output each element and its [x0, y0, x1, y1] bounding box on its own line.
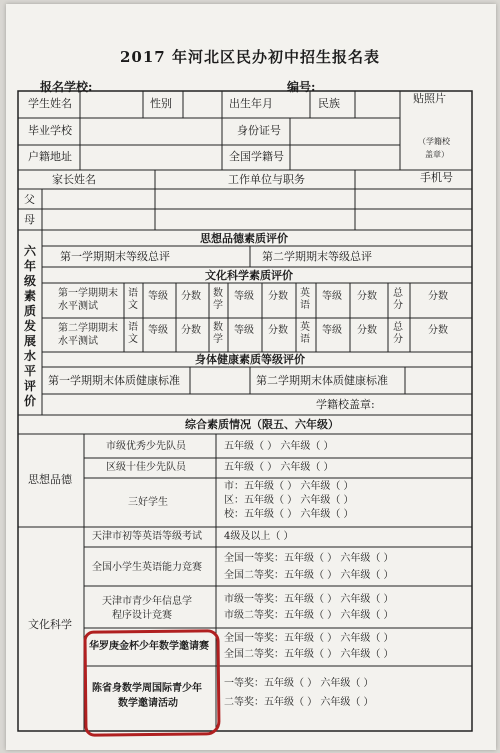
student-no-label: 全国学籍号: [229, 150, 284, 163]
parent-work-label: 工作单位与职务: [228, 173, 305, 186]
award-line: 全国二等奖：五年级（ ） 六年级（ ）: [224, 649, 394, 660]
chinese-label-2: 语文: [128, 322, 138, 345]
score-col-2b: 分数: [268, 325, 288, 336]
culture-heading: 文化科学素质评价: [205, 269, 293, 282]
award-line: 五年级（ ） 六年级（ ）: [224, 462, 334, 473]
award-line: 市级一等奖：五年级（ ） 六年级（ ）: [224, 594, 394, 605]
score-col-1d: 分数: [428, 291, 448, 302]
award-item: 市级优秀少先队员: [106, 441, 186, 452]
section-side-label: 六年级素质发展水平评价: [23, 244, 36, 408]
hukou-label: 户籍地址: [28, 150, 72, 163]
parent-phone-label: 手机号: [420, 171, 453, 184]
grade-col-2c: 等级: [322, 325, 342, 336]
school-label: 报名学校:: [40, 80, 93, 94]
student-name-label: 学生姓名: [28, 97, 72, 110]
total-label-2: 总分: [393, 322, 403, 345]
health-heading: 身体健康素质等级评价: [195, 353, 305, 366]
score-col-2c: 分数: [357, 325, 377, 336]
total-label-1: 总分: [393, 288, 403, 311]
award-line: 一等奖：五年级（ ） 六年级（ ）: [224, 678, 374, 689]
grade-col-1b: 等级: [234, 291, 254, 302]
award-item: 全国小学生英语能力竞赛: [92, 562, 202, 573]
grade-col-1a: 等级: [148, 291, 168, 302]
english-label-1: 英语: [300, 288, 310, 311]
award-line: 全国一等奖：五年级（ ） 六年级（ ）: [224, 553, 394, 564]
ideology-heading: 思想品德素质评价: [200, 232, 288, 245]
award-line: 市级二等奖：五年级（ ） 六年级（ ）: [224, 610, 394, 621]
grade-col-2b: 等级: [234, 325, 254, 336]
culture-test2: 第二学期期末水平测试: [58, 323, 118, 347]
culture-test1: 第一学期期末水平测试: [58, 288, 118, 312]
award-item: 华罗庚金杯少年数学邀请赛: [89, 641, 209, 652]
ideology-term1: 第一学期期末等级总评: [60, 250, 170, 263]
score-col-1b: 分数: [268, 291, 288, 302]
award-item: 天津市初等英语等级考试: [92, 531, 202, 542]
award-line: 市：五年级（ ） 六年级（ ）: [224, 481, 354, 492]
number-label: 编号:: [287, 80, 316, 94]
photo-note-1: （学籍校: [418, 137, 450, 146]
comp-ideology-label: 思想品德: [28, 473, 72, 486]
score-col-2d: 分数: [428, 325, 448, 336]
award-item-line2: 程序设计竞赛: [112, 610, 172, 621]
score-col-1c: 分数: [357, 291, 377, 302]
ethnicity-label: 民族: [318, 97, 340, 110]
math-label-1: 数学: [213, 288, 223, 311]
award-item: 区级十佳少先队员: [106, 462, 186, 473]
stamp-label: 学籍校盖章:: [316, 398, 375, 411]
ideology-term2: 第二学期期末等级总评: [262, 250, 372, 263]
award-item: 三好学生: [128, 497, 168, 508]
parent-name-label: 家长姓名: [52, 173, 96, 186]
award-line: 全国二等奖：五年级（ ） 六年级（ ）: [224, 570, 394, 581]
grad-school-label: 毕业学校: [28, 124, 72, 137]
score-col-2a: 分数: [181, 325, 201, 336]
grade-col-2a: 等级: [148, 325, 168, 336]
father-label: 父: [24, 193, 35, 206]
id-number-label: 身份证号: [237, 124, 281, 137]
photo-note-2: 盖章）: [425, 150, 449, 159]
english-label-2: 英语: [300, 322, 310, 345]
comp-science-label: 文化科学: [28, 618, 72, 631]
form-title: 2017 年河北区民办初中招生报名表: [120, 48, 380, 66]
mother-label: 母: [24, 213, 35, 226]
red-annotation-circle: [83, 629, 220, 736]
comprehensive-heading: 综合素质情况（限五、六年级）: [185, 418, 339, 431]
award-line: 4级及以上（ ）: [224, 531, 294, 542]
award-item-line1: 陈省身数学周国际青少年: [92, 683, 202, 694]
award-line: 校：五年级（ ） 六年级（ ）: [224, 509, 354, 520]
math-label-2: 数学: [213, 322, 223, 345]
health-term2: 第二学期期末体质健康标准: [256, 374, 388, 387]
award-line: 区：五年级（ ） 六年级（ ）: [224, 495, 354, 506]
photo-label: 贴照片: [413, 92, 446, 105]
grade-col-1c: 等级: [322, 291, 342, 302]
score-col-1a: 分数: [181, 291, 201, 302]
gender-label: 性别: [150, 97, 172, 110]
award-item-line1: 天津市青少年信息学: [102, 596, 192, 607]
award-line: 五年级（ ） 六年级（ ）: [224, 441, 334, 452]
award-line: 二等奖：五年级（ ） 六年级（ ）: [224, 697, 374, 708]
health-term1: 第一学期期末体质健康标准: [48, 374, 180, 387]
chinese-label-1: 语文: [128, 288, 138, 311]
award-line: 全国一等奖：五年级（ ） 六年级（ ）: [224, 633, 394, 644]
birth-label: 出生年月: [229, 97, 273, 110]
award-item-line2: 数学邀请活动: [118, 698, 178, 709]
